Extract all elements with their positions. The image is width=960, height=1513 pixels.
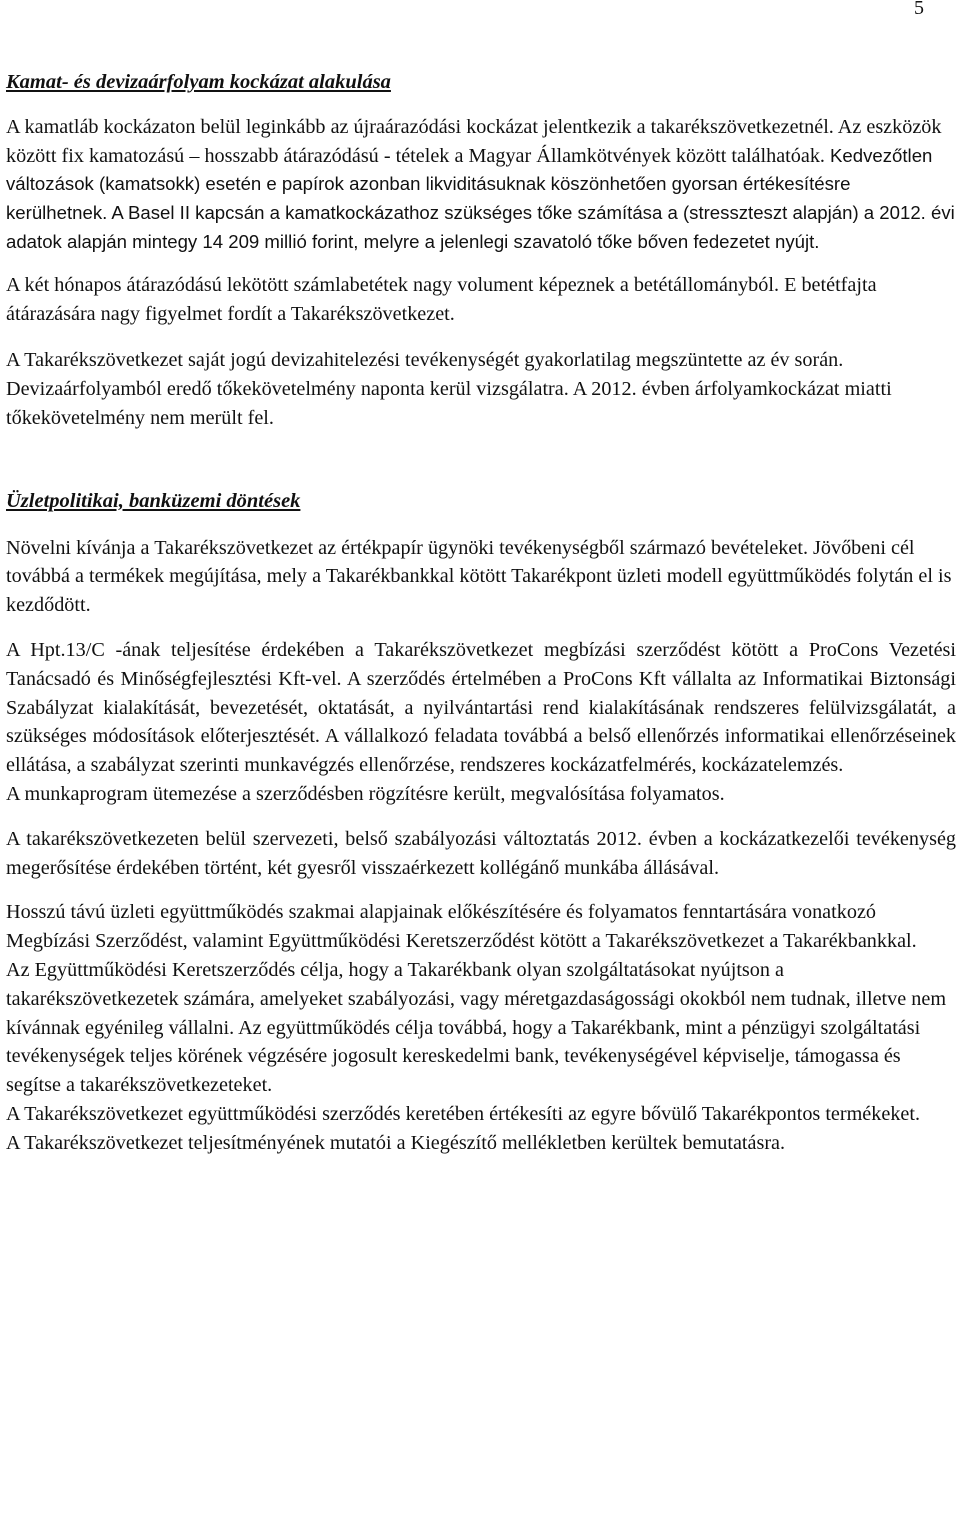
paragraph-interest-rate-risk-sans: Kedvezőtlen változások (kamatsokk) esetén e papírok azonban likviditásuknak köszönhetően gyorsan értékesítésre kerülhetnek. A Basel II kapcsán a kamatkockázathoz szükséges tőke számítása a (stresszteszt alapján) a 2012. évi adatok alapján mintegy 14 209 millió forint, melyre a jelenlegi szavatoló tőke bőven fedezetet nyújt.	[6, 144, 955, 252]
paragraph-hpt-procons: A Hpt.13/C -ának teljesítése érdekében a Takarékszövetkezet megbízási szerződést kötött a ProCons Vezetési Tanácsadó és Minőségfejlesztési Kft-vel. A szerződés értelmében a ProCons Kft vállalta az Informatikai Biztonsági Szabályzat kialakítását, bevezetését, oktatását, a nyilvántartási rend kialakításának rendszeres felülvizsgálatát, a szükséges módosítások előterjesztését. A vállalkozó feladata továbbá a belső ellenőrzés informatikai ellenőrzéseinek ellátása, a szabályzat szerinti munkavégzés ellenőrzése, rendszeres kockázatfelmérés, kockázatelemzés.	[6, 638, 956, 777]
paragraph-interest-rate-risk-serif: A kamatláb kockázaton belül leginkább az újraárazódási kockázat jelentkezik a takarékszövetkezetnél. Az eszközök között fix kamatozású – hosszabb átárazódású - tételek a Magyar Államkötvények között találhatóak.	[6, 115, 942, 167]
paragraph-performance-indicators: A Takarékszövetkezet teljesítményének mutatói a Kiegészítő mellékletben kerültek bemutatásra.	[6, 1131, 786, 1154]
paragraph-work-program: A munkaprogram ütemezése a szerződésben rögzítésre került, megvalósítása folyamatos.	[6, 782, 725, 805]
document-body	[6, 68, 956, 1158]
paragraph-securities-agency: Növelni kívánja a Takarékszövetkezet az értékpapír ügynöki tevékenységből származó bevételeket. Jövőbeni cél továbbá a termékek megújítása, mely a Takarékbankkal kötött Takarékpont üzleti modell együttműködés folytán el is kezdődött.	[6, 536, 952, 617]
paragraph-takarekpont-products: A Takarékszövetkezet együttműködési szerződés keretében értékesíti az egyre bővülő Takarékpontos termékeket.	[6, 1102, 921, 1125]
section-heading-business-policy: Üzletpolitikai, banküzemi döntések	[6, 489, 301, 512]
paragraph-interest-rate-risk	[6, 113, 956, 257]
paragraph-organizational-change: A takarékszövetkezeten belül szervezeti, belső szabályozási változtatás 2012. évben a kockázatkezelői tevékenység megerősítése érdekében történt, két gyesről visszaérkezett kollégánő munkába állásával.	[6, 827, 956, 879]
paragraph-long-term-cooperation: Hosszú távú üzleti együttműködés szakmai alapjainak előkészítésére és folyamatos fenntartására vonatkozó Megbízási Szerződést, valamint Együttműködési Keretszerződést kötött a Takarékszövetkezet a Takarékbankkal.	[6, 901, 917, 953]
page-number: 5	[914, 0, 924, 19]
paragraph-fx-lending: A Takarékszövetkezet saját jogú devizahitelezési tevékenységét gyakorlatilag megszüntette az év során. Devizaárfolyamból eredő tőkekövetelmény naponta kerül vizsgálatra. A 2012. évben árfolyamkockázat miatti tőkekövetelmény nem merült fel.	[6, 349, 892, 429]
section-heading-interest-risk: Kamat- és devizaárfolyam kockázat alakulása	[6, 71, 391, 93]
paragraph-deposits: A két hónapos átárazódású lekötött számlabetétek nagy volument képeznek a betétállományból. E betétfajta átárazására nagy figyelmet fordít a Takarékszövetkezet.	[6, 273, 877, 325]
paragraph-framework-agreement: Az Együttműködési Keretszerződés célja, hogy a Takarékbank olyan szolgáltatásokat nyújtson a takarékszövetkezetek számára, amelyeket szabályozási, vagy méretgazdaságossági okokból nem tudnak, illetve nem kívánnak egyénileg vállalni. Az együttműködés célja továbbá, hogy a Takarékbank, mint a pénzügyi szolgáltatási tevékenységek teljes körének végzésére jogosult kereskedelmi bank, tevékenységével képviselje, támogassa és segítse a takarékszövetkezeteket.	[6, 958, 947, 1097]
